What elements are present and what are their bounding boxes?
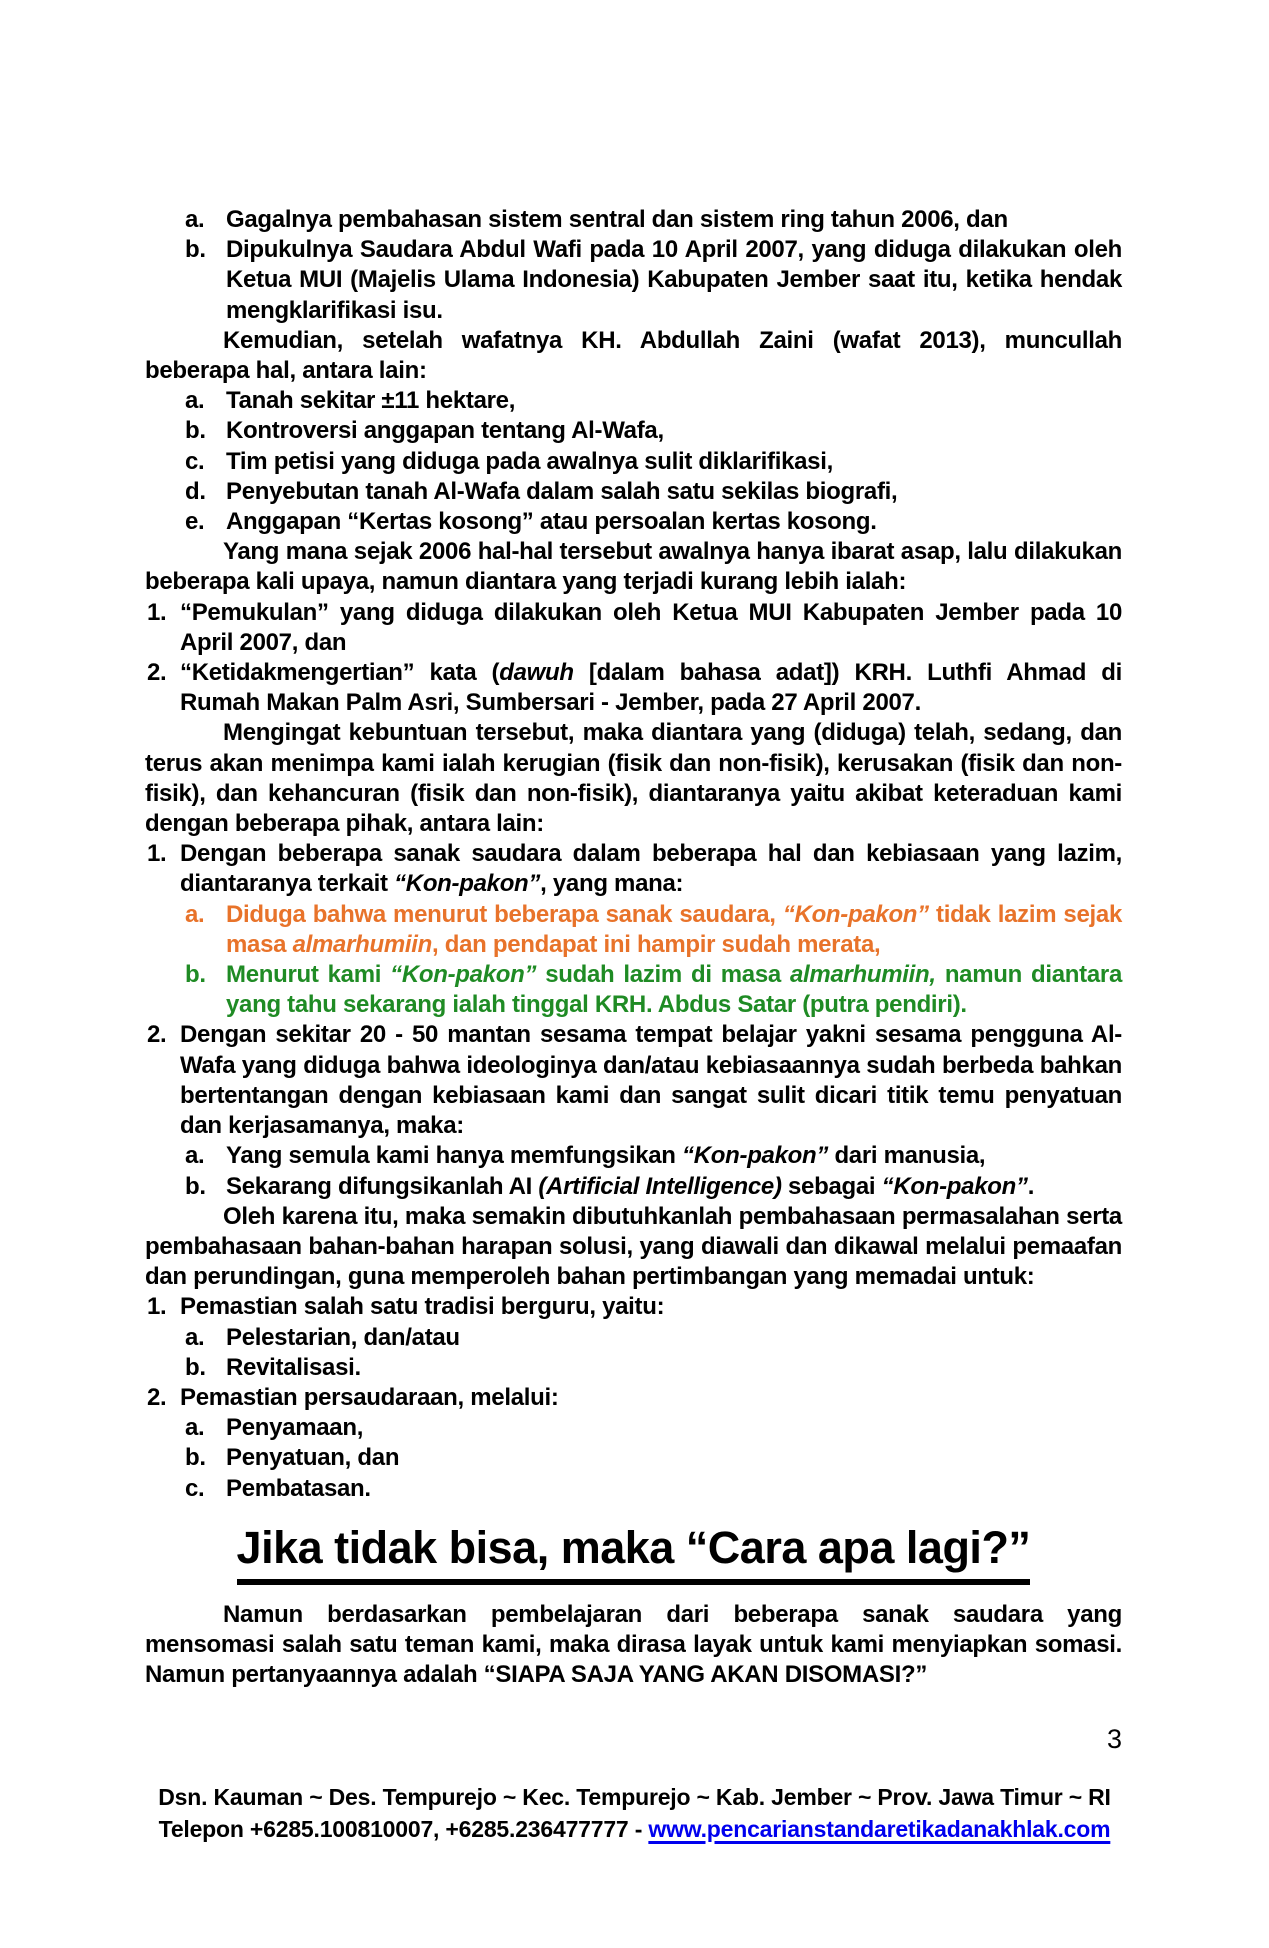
list-marker: 1. — [147, 598, 167, 626]
list-item-text: Tanah sekitar ±11 hektare, — [226, 387, 516, 415]
list-item-text: Pelestarian, dan/atau — [226, 1323, 460, 1351]
list-marker: b. — [185, 1172, 206, 1200]
list-item-mantan-sesama — [145, 1020, 1122, 1141]
list-marker: a. — [185, 1142, 205, 1170]
list-item-kontroversi — [145, 416, 1122, 446]
list-item-text: Diduga bahwa menurut beberapa sanak saudara, “Kon-pakon” tidak lazim sejak masa almarhumiin, dan pendapat ini hampir sudah merata, — [226, 900, 1122, 958]
para-namun: Namun berdasarkan pembelajaran dari beberapa sanak saudara yang mensomasi salah satu teman kami, maka dirasa layak untuk kami menyiapkan somasi. Namun pertanyaannya adalah “SIAPA SAJA YANG AKAN DISOMASI?” — [145, 1600, 1122, 1689]
footer-phone-line — [0, 1814, 1269, 1846]
list-item-tim-petisi — [145, 447, 1122, 477]
para-kemudian: Kemudian, setelah wafatnya KH. Abdullah Zaini (wafat 2013), muncullah beberapa hal, antara lain: — [145, 326, 1122, 385]
list-item-text: Dipukulnya Saudara Abdul Wafi pada 10 April 2007, yang diduga dilakukan oleh Ketua MUI (Majelis Ulama Indonesia) Kabupaten Jember saat itu, ketika hendak mengklarifikasi isu. — [226, 236, 1122, 324]
list-item-text: Pemastian persaudaraan, melalui: — [180, 1383, 559, 1411]
list-item-text: Pembatasan. — [226, 1474, 371, 1502]
list-marker: 1. — [147, 840, 167, 868]
list-marker: a. — [185, 900, 205, 928]
list-item-text: Penyamaan, — [226, 1414, 364, 1442]
list-item-dipukulnya — [145, 235, 1122, 326]
page-footer — [0, 1782, 1269, 1845]
list-item-penyebutan — [145, 477, 1122, 507]
list-item-semula-manusia — [145, 1141, 1122, 1171]
list-marker: 2. — [147, 1021, 167, 1049]
page-body — [145, 205, 1122, 1690]
list-marker: b. — [185, 236, 206, 264]
list-item-pemukulan — [145, 598, 1122, 658]
list-item-gagalnya — [145, 205, 1122, 235]
section-heading-row — [145, 1522, 1122, 1585]
list-item-text: “Ketidakmengertian” kata (dawuh [dalam bahasa adat]) KRH. Luthfi Ahmad di Rumah Makan Palm Asri, Sumbersari - Jember, pada 27 April 2007. — [180, 659, 1122, 717]
list-item-pembatasan — [145, 1474, 1122, 1504]
list-item-text: Pemastian salah satu tradisi berguru, yaitu: — [180, 1293, 665, 1321]
list-item-text: Yang semula kami hanya memfungsikan “Kon-pakon” dari manusia, — [226, 1142, 986, 1170]
list-marker: b. — [185, 1353, 206, 1381]
list-item-text: Sekarang difungsikanlah AI (Artificial Intelligence) sebagai “Kon-pakon”. — [226, 1172, 1035, 1200]
list-item-revitalisasi — [145, 1353, 1122, 1383]
list-item-sanak-saudara — [145, 839, 1122, 899]
list-item-text: Penyebutan tanah Al-Wafa dalam salah satu sekilas biografi, — [226, 477, 898, 505]
list-item-text: Dengan beberapa sanak saudara dalam beberapa hal dan kebiasaan yang lazim, diantaranya terkait “Kon-pakon”, yang mana: — [180, 840, 1122, 898]
list-marker: a. — [185, 1323, 205, 1351]
list-marker: 2. — [147, 659, 167, 687]
list-item-tanah — [145, 386, 1122, 416]
list-item-text: “Pemukulan” yang diduga dilakukan oleh Ketua MUI Kabupaten Jember pada 10 April 2007, dan — [180, 598, 1122, 656]
list-item-persaudaraan — [145, 1383, 1122, 1413]
list-item-text: Dengan sekitar 20 - 50 mantan sesama tempat belajar yakni sesama pengguna Al-Wafa yang diduga bahwa ideologinya dan/atau kebiasaannya sudah berbeda bahkan bertentangan dengan kebiasaan kami dan sangat sulit dicari titik temu penyatuan dan kerjasamanya, maka: — [180, 1021, 1122, 1140]
list-item-menurut-kami-green — [145, 960, 1122, 1020]
para-oleh-karena: Oleh karena itu, maka semakin dibutuhkanlah pembahasaan permasalahan serta pembahasaan bahan-bahan harapan solusi, yang diawali dan dikawal melalui pemaafan dan perundingan, guna memperoleh bahan pertimbangan yang memadai untuk: — [145, 1202, 1122, 1291]
list-item-ketidakmengertian — [145, 658, 1122, 718]
list-item-text: Penyatuan, dan — [226, 1444, 400, 1472]
para-yang-mana: Yang mana sejak 2006 hal-hal tersebut awalnya hanya ibarat asap, lalu dilakukan beberapa kali upaya, namun diantara yang terjadi kurang lebih ialah: — [145, 538, 1122, 596]
list-marker: b. — [185, 1444, 206, 1472]
footer-address: Dsn. Kauman ~ Des. Tempurejo ~ Kec. Tempurejo ~ Kab. Jember ~ Prov. Jawa Timur ~ RI — [158, 1784, 1111, 1810]
list-item-text: Menurut kami “Kon-pakon” sudah lazim di masa almarhumiin, namun diantara yang tahu sekarang ialah tinggal KRH. Abdus Satar (putra pendiri). — [226, 961, 1122, 1019]
list-marker: d. — [185, 477, 206, 505]
footer-link[interactable]: www.pencarianstandaretikadanakhlak.com — [648, 1815, 1111, 1842]
list-marker: a. — [185, 206, 205, 233]
list-item-text: Anggapan “Kertas kosong” atau persoalan kertas kosong. — [226, 508, 877, 536]
list-item-text: Revitalisasi. — [226, 1353, 361, 1381]
list-marker: 1. — [147, 1293, 167, 1321]
list-marker: 2. — [147, 1383, 167, 1411]
list-item-ai-kon-pakon — [145, 1172, 1122, 1202]
section-heading: Jika tidak bisa, maka “Cara apa lagi?” — [237, 1522, 1031, 1585]
list-marker: c. — [185, 447, 205, 475]
page-number: 3 — [1106, 1724, 1122, 1754]
list-item-text: Tim petisi yang diduga pada awalnya sulit diklarifikasi, — [226, 447, 833, 475]
list-marker: a. — [185, 387, 205, 415]
list-item-pelestarian — [145, 1323, 1122, 1353]
list-item-diduga-orange — [145, 900, 1122, 960]
footer-phone: Telepon +6285.100810007, +6285.236477777 - — [158, 1815, 649, 1842]
para-mengingat: Mengingat kebuntuan tersebut, maka diantara yang (diduga) telah, sedang, dan terus akan menimpa kami ialah kerugian (fisik dan non-fisik), kerusakan (fisik dan non-fisik), dan kehancuran (fisik dan non-fisik), diantaranya yaitu akibat keteraduan kami dengan beberapa pihak, antara lain: — [145, 719, 1122, 838]
list-marker: b. — [185, 417, 206, 445]
list-item-text: Gagalnya pembahasan sistem sentral dan sistem ring tahun 2006, dan — [226, 206, 1008, 233]
list-item-tradisi-berguru — [145, 1292, 1122, 1322]
list-item-anggapan — [145, 507, 1122, 537]
list-item-penyamaan — [145, 1413, 1122, 1443]
list-item-penyatuan — [145, 1443, 1122, 1473]
list-marker: c. — [185, 1474, 205, 1502]
list-marker: e. — [185, 508, 205, 536]
list-marker: a. — [185, 1414, 205, 1442]
list-item-text: Kontroversi anggapan tentang Al-Wafa, — [226, 417, 664, 445]
list-marker: b. — [185, 961, 206, 989]
